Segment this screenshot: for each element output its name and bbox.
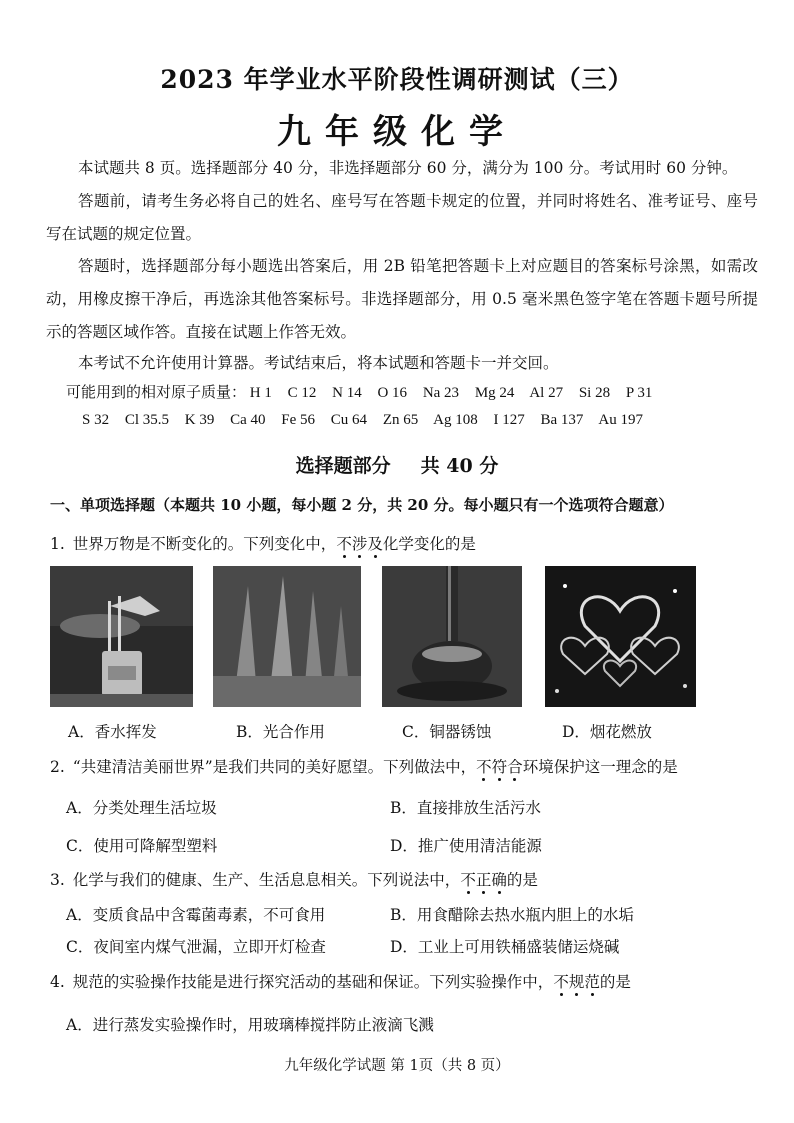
emphasis-char: 正: [475, 871, 492, 889]
question-4-stem: [50, 970, 631, 992]
atomic-mass: Ba 137: [540, 412, 584, 428]
subject-title: 九年级化学: [277, 112, 517, 152]
atomic-mass: Ca 40: [230, 412, 266, 428]
emphasis-char: 及: [367, 535, 383, 553]
part-title: 一、单项选择题（本题共 10 小题，每小题 2 分，共 20 分。每小题只有一个选项符合题意）: [50, 496, 674, 514]
question-2-option-d: D．推广使用清洁能源: [390, 837, 542, 855]
atomic-mass: O 16: [377, 385, 408, 401]
atomic-mass: C 12: [287, 385, 317, 401]
atomic-mass: P 31: [625, 385, 653, 401]
question-number: 1.: [50, 535, 65, 553]
stem-text: 环境保护这一理念的是: [522, 758, 678, 776]
atomic-mass: Au 197: [598, 412, 643, 428]
stem-text: 规范的实验操作技能是进行探究活动的基础和保证。下列实验操作中，: [72, 973, 554, 991]
question-1-option-c: C．铜器锈蚀: [402, 723, 492, 741]
question-1-option-b: B．光合作用: [236, 723, 325, 741]
question-number: 3.: [50, 871, 65, 889]
atomic-mass: I 127: [493, 412, 525, 428]
emphasis-char: 范: [584, 973, 600, 991]
atomic-mass: H 1: [249, 385, 272, 401]
question-2-option-b: B．直接排放生活污水: [390, 799, 541, 817]
question-number: 4.: [50, 973, 65, 991]
question-3-option-c: C．夜间室内煤气泄漏，立即开灯检查: [66, 938, 326, 956]
bronze-vessel-photo: [382, 566, 522, 707]
section-score: 共 40 分: [420, 455, 499, 477]
instruction-paragraph-1: 本试题共 8 页。选择题部分 40 分，非选择题部分 60 分，满分为 100 分。考试用时 60 分钟。: [78, 159, 738, 177]
question-3-option-d: D．工业上可用铁桶盛装储运烧碱: [390, 938, 620, 956]
question-1-option-a: A．香水挥发: [68, 723, 157, 741]
instruction-paragraph-4: 本考试不允许使用计算器。考试结束后，将本试题和答题卡一并交回。: [78, 354, 559, 372]
question-3-option-a: A．变质食品中含霉菌毒素，不可食用: [66, 906, 326, 924]
atomic-mass: Na 23: [422, 385, 460, 401]
emphasis-char: 不: [460, 871, 476, 889]
stem-emphasis: [476, 758, 523, 776]
question-2-option-a: A．分类处理生活垃圾: [66, 799, 217, 817]
question-1-option-d: D．烟花燃放: [562, 723, 652, 741]
emphasis-char: 确: [491, 871, 507, 889]
section-heading: [0, 451, 794, 478]
photosynthesis-photo: [213, 566, 361, 707]
atomic-mass: Ag 108: [433, 412, 478, 428]
stem-emphasis: [336, 535, 383, 553]
atomic-mass: Zn 65: [382, 412, 419, 428]
perfume-photo: [50, 566, 193, 707]
emphasis-char: 不: [553, 973, 569, 991]
section-name: 选择题部分: [295, 455, 391, 477]
question-3-option-b: B．用食醋除去热水瓶内胆上的水垢: [390, 906, 634, 924]
atomic-masses-line-1: [66, 381, 664, 402]
atomic-masses-label: 可能用到的相对原子质量：: [66, 385, 247, 401]
question-number: 2.: [50, 758, 65, 776]
fireworks-photo: [545, 566, 696, 707]
atomic-mass: Si 28: [578, 385, 611, 401]
question-2-stem: [50, 755, 678, 777]
emphasis-char: 不: [476, 758, 492, 776]
question-1-stem: [50, 532, 476, 554]
atomic-mass: Cl 35.5: [124, 412, 170, 428]
emphasis-char: 不: [336, 535, 352, 553]
emphasis-char: 合: [507, 758, 523, 776]
atomic-mass: Cu 64: [330, 412, 368, 428]
atomic-mass: Al 27: [529, 385, 564, 401]
stem-text: 的是: [599, 973, 631, 991]
instruction-paragraph-2: 答题前，请考生务必将自己的姓名、座号写在答题卡规定的位置，并同时将姓名、准考证号、座号写在试题的规定位置。: [46, 192, 758, 243]
page-footer: 九年级化学试题 第 1页（共 8 页）: [284, 1058, 510, 1074]
stem-emphasis: [460, 871, 507, 889]
emphasis-char: 规: [568, 973, 585, 991]
stem-text: 的是: [506, 871, 538, 889]
atomic-mass: Mg 24: [474, 385, 515, 401]
atomic-mass: N 14: [332, 385, 362, 401]
exam-title: 2023 年学业水平阶段性调研测试（三）: [160, 65, 634, 94]
question-4-option-a: A．进行蒸发实验操作时，用玻璃棒搅拌防止液滴飞溅: [66, 1016, 434, 1034]
emphasis-char: 涉: [351, 535, 368, 553]
question-2-option-c: C．使用可降解型塑料: [66, 837, 218, 855]
stem-emphasis: [553, 973, 600, 991]
stem-text: 化学与我们的健康、生产、生活息息相关。下列说法中，: [72, 871, 461, 889]
atomic-mass: Fe 56: [281, 412, 316, 428]
atomic-mass: K 39: [184, 412, 215, 428]
stem-text: 世界万物是不断变化的。下列变化中，: [72, 535, 337, 553]
emphasis-char: 符: [491, 758, 508, 776]
atomic-masses-line-2: [82, 412, 655, 429]
atomic-mass: S 32: [82, 412, 110, 428]
stem-text: 化学变化的是: [382, 535, 476, 553]
instruction-paragraph-3: 答题时，选择题部分每小题选出答案后，用 2B 铅笔把答题卡上对应题目的答案标号涂黑，如需改动，用橡皮擦干净后，再选涂其他答案标号。非选择题部分，用 0.5 毫米黑色签字笔在答题卡题号所提示的答题区域作答。直接在试题上作答无效。: [46, 257, 758, 341]
question-3-stem: [50, 868, 538, 890]
stem-text: “共建清洁美丽世界”是我们共同的美好愿望。下列做法中，: [72, 758, 477, 776]
